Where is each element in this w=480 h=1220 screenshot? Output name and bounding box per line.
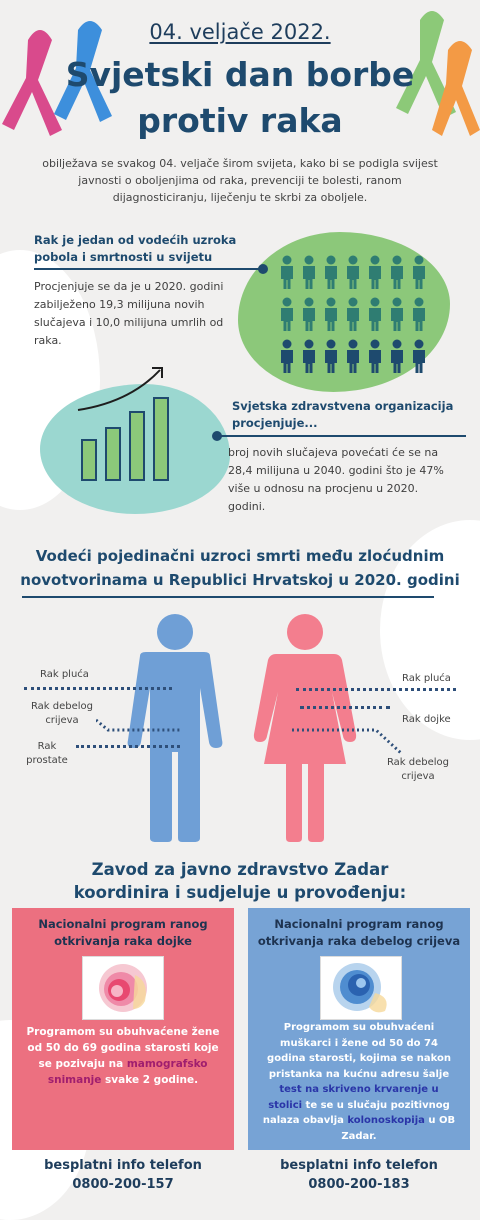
causes-heading-line-2: novotvorinama u Republici Hrvatskoj u 2020. godini bbox=[20, 571, 460, 589]
breast-title-line-1: Nacionalni program ranog bbox=[38, 917, 208, 931]
female-label-lung: Rak pluća bbox=[402, 673, 451, 684]
colon-title-line-2: otkrivanja raka debelog crijeva bbox=[257, 934, 461, 948]
colon-text-start: Programom su obuhvaćeni muškarci i žene od 50 do 74 godina starosti, kojima se nakon pristanka na kućnu adresu šalje bbox=[267, 1022, 451, 1080]
colon-text-middle: te se u slučaju pozitivnog nalaza obavlja bbox=[262, 1099, 450, 1126]
breast-swirl-icon bbox=[83, 957, 163, 1019]
fact2-text: broj novih slučajeva povećati će se na 28,4 milijuna u 2040. godini što je 47% više u odnosu na procjenu u 2020. godini. bbox=[228, 446, 444, 513]
fact2-heading bbox=[232, 398, 462, 432]
colon-program-title bbox=[248, 916, 470, 950]
male-prostate-line-2: prostate bbox=[26, 755, 68, 766]
zavod-heading bbox=[20, 858, 460, 904]
breast-phone-number[interactable]: 0800-200-157 bbox=[72, 1177, 174, 1192]
colon-swirl-icon bbox=[321, 957, 401, 1019]
fact1-dot bbox=[258, 264, 268, 274]
female-figure-icon bbox=[250, 612, 360, 842]
growth-chart-icon bbox=[60, 360, 190, 490]
section-divider bbox=[22, 596, 434, 598]
colon-title-line-1: Nacionalni program ranog bbox=[274, 917, 444, 931]
causes-heading bbox=[20, 544, 460, 592]
causes-heading-line-1: Vodeći pojedinačni uzroci smrti među zloćudnim bbox=[35, 547, 445, 565]
colon-text-highlight-1: test na skriveno krvarenje u stolici bbox=[268, 1084, 439, 1111]
intro-text: obilježava se svakog 04. veljače širom svijeta, kako bi se podigla svijest javnosti o oboljenjima od raka, prevenciji te bolesti, ranom dijagnosticiranju, liječenju te skrbi za oboljele. bbox=[42, 157, 438, 204]
female-colon-line-1: Rak debelog bbox=[386, 757, 450, 768]
fact2-heading-line-2: procjenjuje... bbox=[232, 416, 318, 430]
fact1-heading bbox=[34, 232, 264, 266]
male-prostate-pointer bbox=[76, 745, 180, 748]
fact1-heading-line-1: Rak je jedan od vodećih uzroka bbox=[34, 233, 237, 247]
colon-phone-label: besplatni info telefon bbox=[280, 1158, 438, 1173]
colon-phone-number[interactable]: 0800-200-183 bbox=[308, 1177, 410, 1192]
breast-program-title bbox=[12, 916, 234, 950]
male-label-lung: Rak pluća bbox=[40, 669, 89, 680]
female-breast-pointer bbox=[300, 706, 390, 709]
breast-phone-block bbox=[12, 1156, 234, 1194]
breast-phone-label: besplatni info telefon bbox=[44, 1158, 202, 1173]
female-label-breast: Rak dojke bbox=[402, 714, 451, 725]
fact2-line bbox=[216, 435, 466, 437]
male-label-colon bbox=[22, 700, 102, 728]
breast-program-card bbox=[12, 908, 234, 1150]
colon-text-end: u OB Zadar. bbox=[341, 1115, 456, 1142]
colon-program-text bbox=[262, 1020, 456, 1144]
female-lung-pointer bbox=[296, 688, 456, 691]
male-colon-pointer bbox=[96, 718, 186, 738]
breast-program-text bbox=[26, 1024, 220, 1088]
title-line-2: protiv raka bbox=[137, 101, 343, 140]
event-date: 04. veljače 2022. bbox=[149, 20, 331, 44]
colon-phone-block bbox=[248, 1156, 470, 1194]
male-label-prostate bbox=[22, 740, 72, 768]
breast-text-start: Programom su obuhvaćene žene od 50 do 69 godina starosti koje se pozivaju na bbox=[26, 1026, 220, 1070]
colon-program-image bbox=[320, 956, 402, 1020]
female-colon-line-2: crijeva bbox=[401, 771, 435, 782]
male-lung-pointer bbox=[24, 687, 172, 690]
colon-program-card bbox=[248, 908, 470, 1150]
zavod-line-1: Zavod za javno zdravstvo Zadar bbox=[91, 860, 389, 879]
fact1-text: Procjenjuje se da je u 2020. godini zabilježeno 19,3 milijuna novih slučajeva i 10,0 milijuna umrlih od raka. bbox=[34, 280, 224, 347]
fact1-heading-line-2: pobola i smrtnosti u svijetu bbox=[34, 250, 213, 264]
breast-title-line-2: otkrivanja raka dojke bbox=[54, 934, 192, 948]
breast-text-end: svake 2 godine. bbox=[101, 1074, 199, 1086]
male-prostate-line-1: Rak bbox=[37, 741, 57, 752]
breast-text-highlight: mamografsko snimanje bbox=[47, 1058, 208, 1086]
male-colon-line-1: Rak debelog bbox=[30, 701, 94, 712]
breast-program-image bbox=[82, 956, 164, 1020]
colon-text-highlight-2: kolonoskopija bbox=[347, 1115, 425, 1126]
male-colon-line-2: crijeva bbox=[45, 715, 79, 726]
female-label-colon bbox=[378, 756, 458, 784]
fact2-heading-line-1: Svjetska zdravstvena organizacija bbox=[232, 399, 454, 413]
title-line-1: Svjetski dan borbe bbox=[65, 55, 415, 94]
fact1-line bbox=[34, 268, 262, 270]
people-icons bbox=[278, 255, 438, 375]
zavod-line-2: koordinira i sudjeluje u provođenju: bbox=[73, 883, 407, 902]
page-title bbox=[0, 52, 480, 144]
